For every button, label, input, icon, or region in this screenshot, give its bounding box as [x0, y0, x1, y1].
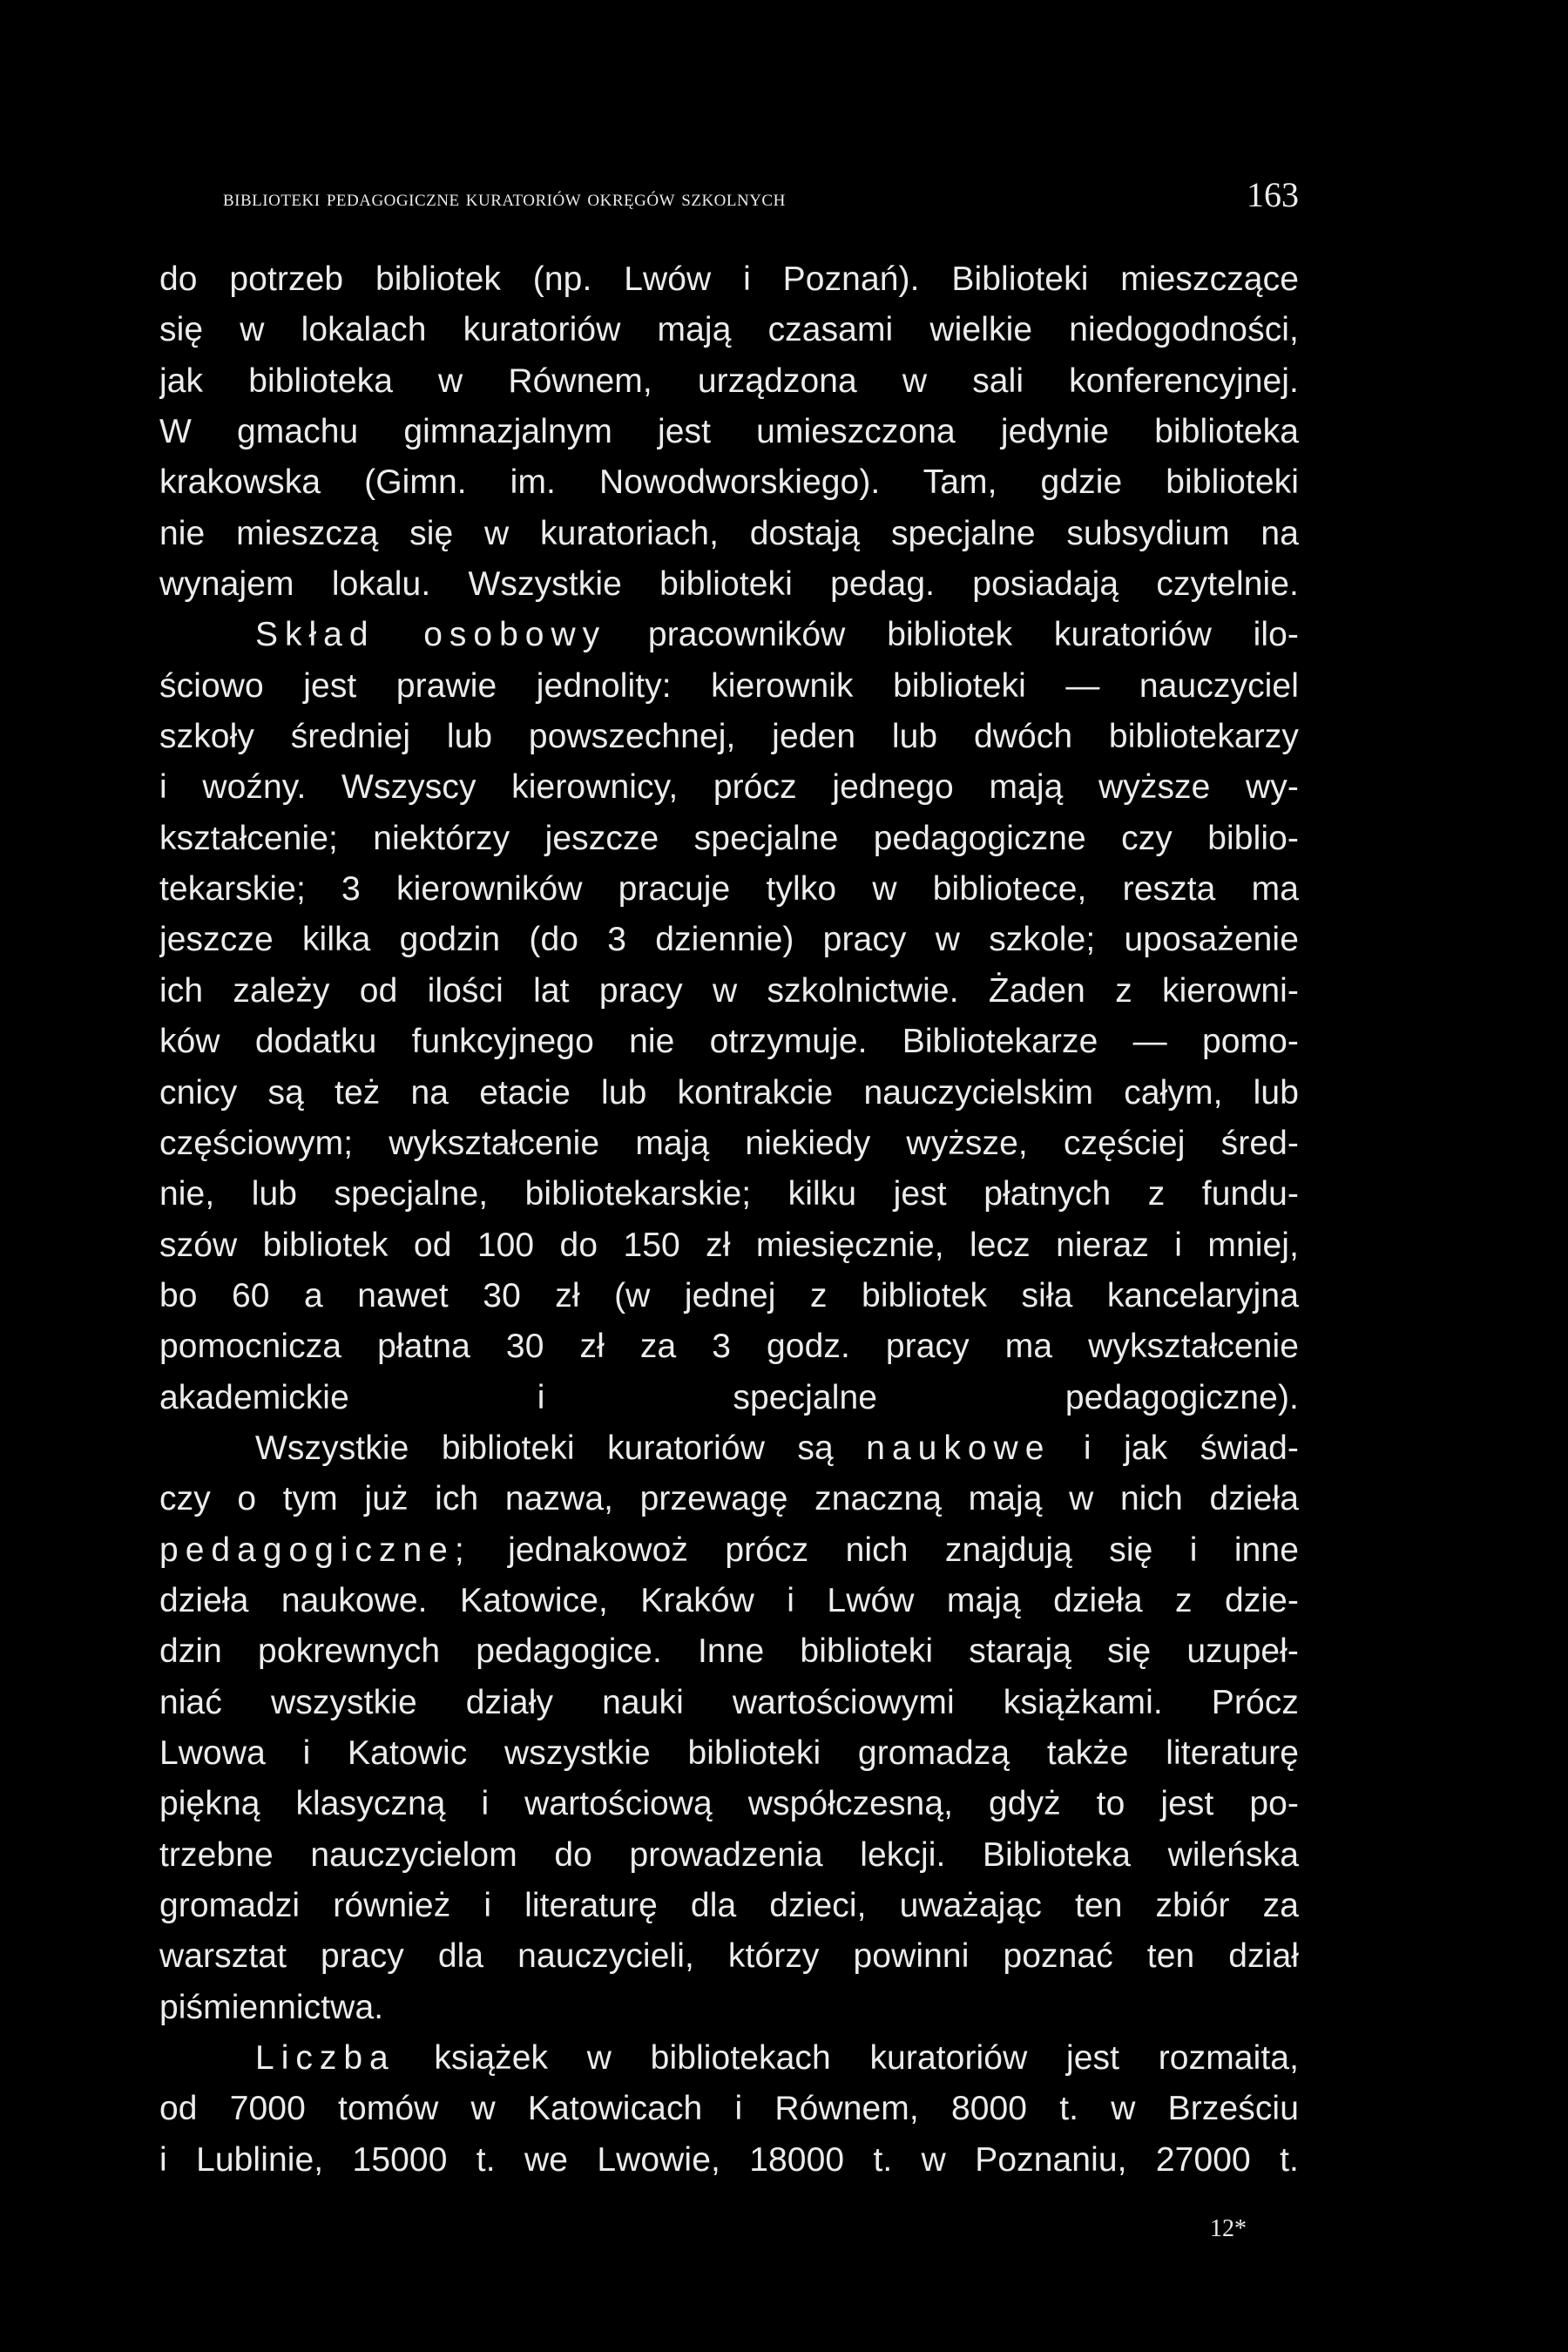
- text-line: szkoły średniej lub powszechnej, jeden lub dwóch bibliotekarzy: [159, 718, 1299, 756]
- text-fragment: pracowników bibliotek kuratoriów ilo-: [647, 616, 1299, 654]
- page-header: [159, 174, 1299, 226]
- book-page: [159, 174, 1299, 2265]
- text-fragment: książek w bibliotekach kuratoriów jest rozmaita,: [434, 2039, 1299, 2078]
- text-line: Lwowa i Katowic wszystkie biblioteki gromadzą także literaturę: [159, 1734, 1299, 1772]
- text-line: i woźny. Wszyscy kierownicy, prócz jednego mają wyższe wy-: [159, 768, 1299, 807]
- text-line: bo 60 a nawet 30 zł (w jednej z bibliotek siła kancelaryjna: [159, 1276, 1299, 1315]
- text-line: dzin pokrewnych pedagogice. Inne biblioteki starają się uzupeł-: [159, 1632, 1299, 1671]
- text-line: szów bibliotek od 100 do 150 zł miesięcznie, lecz nieraz i mniej,: [159, 1226, 1299, 1264]
- text-line: jeszcze kilka godzin (do 3 dziennie) pracy w szkole; uposażenie: [159, 921, 1299, 959]
- text-line: czy o tym już ich nazwa, przewagę znaczną mają w nich dzieła: [159, 1480, 1299, 1518]
- emphasis-naukowe: naukowe: [866, 1429, 1051, 1467]
- text-line: częściowym; wykształcenie mają niekiedy wyższe, częściej śred-: [159, 1124, 1299, 1162]
- signature-mark: 12*: [1210, 2215, 1247, 2242]
- text-line: jak biblioteka w Równem, urządzona w sali konferencyjnej.: [159, 362, 1299, 400]
- text-line: [159, 610, 1299, 660]
- emphasis-liczba: Liczba: [255, 2039, 395, 2078]
- text-line: [159, 2033, 1299, 2084]
- text-line: trzebne nauczycielom do prowadzenia lekcji. Biblioteka wileńska: [159, 1835, 1299, 1874]
- text-line: [159, 1525, 1299, 1576]
- text-fragment: jednakowoż prócz nich znajdują się i inne: [508, 1531, 1299, 1569]
- text-line: dzieła naukowe. Katowice, Kraków i Lwów mają dzieła z dzie-: [159, 1581, 1299, 1619]
- text-line: ściowo jest prawie jednolity: kierownik biblioteki — nauczyciel: [159, 666, 1299, 705]
- text-line: i Lublinie, 15000 t. we Lwowie, 18000 t. w Poznaniu, 27000 t.: [159, 2140, 1299, 2179]
- text-line: akademickie i specjalne pedagogiczne).: [159, 1378, 1299, 1416]
- text-line: się w lokalach kuratoriów mają czasami wielkie niedogodności,: [159, 311, 1299, 349]
- text-line: ich zależy od ilości lat pracy w szkolnictwie. Żaden z kierowni-: [159, 971, 1299, 1010]
- text-fragment: Wszystkie biblioteki kuratoriów są: [255, 1429, 834, 1467]
- text-line: nie, lub specjalne, bibliotekarskie; kilku jest płatnych z fundu-: [159, 1175, 1299, 1213]
- text-line: warsztat pracy dla nauczycieli, którzy powinni poznać ten dział: [159, 1937, 1299, 1976]
- text-line: [159, 1423, 1299, 1474]
- text-line: kształcenie; niektórzy jeszcze specjalne pedagogiczne czy biblio-: [159, 819, 1299, 857]
- text-line: gromadzi również i literaturę dla dzieci, uważając ten zbiór za: [159, 1887, 1299, 1924]
- running-title: biblioteki pedagogiczne kuratoriów okręgów szkolnych: [223, 185, 786, 211]
- text-line: do potrzeb bibliotek (np. Lwów i Poznań). Biblioteki mieszczące: [159, 260, 1299, 298]
- body-text: [159, 254, 1299, 2186]
- text-line: W gmachu gimnazjalnym jest umieszczona jedynie biblioteka: [159, 413, 1299, 451]
- text-line: wynajem lokalu. Wszystkie biblioteki pedag. posiadają czytelnie.: [159, 565, 1299, 604]
- text-line: nie mieszczą się w kuratoriach, dostają specjalne subsydium na: [159, 514, 1299, 552]
- text-fragment: i jak świad-: [1083, 1429, 1299, 1467]
- text-line: ków dodatku funkcyjnego nie otrzymuje. Bibliotekarze — pomo-: [159, 1023, 1299, 1061]
- text-line: pomocnicza płatna 30 zł za 3 godz. pracy ma wykształcenie: [159, 1328, 1299, 1366]
- text-line: piśmiennictwa.: [159, 1988, 384, 2026]
- emphasis-sklad-osobowy: Skład osobowy: [255, 616, 607, 654]
- text-line: piękną klasyczną i wartościową współczesną, gdyż to jest po-: [159, 1785, 1299, 1823]
- page-number: 163: [1247, 175, 1299, 214]
- text-line: niać wszystkie działy nauki wartościowymi książkami. Prócz: [159, 1683, 1299, 1721]
- emphasis-pedagogiczne: pedagogiczne;: [159, 1531, 471, 1569]
- text-line: krakowska (Gimn. im. Nowodworskiego). Tam, gdzie biblioteki: [159, 463, 1299, 502]
- text-line: tekarskie; 3 kierowników pracuje tylko w bibliotece, reszta ma: [159, 870, 1299, 909]
- text-line: od 7000 tomów w Katowicach i Równem, 8000 t. w Brześciu: [159, 2090, 1299, 2128]
- text-line: cnicy są też na etacie lub kontrakcie nauczycielskim całym, lub: [159, 1073, 1299, 1112]
